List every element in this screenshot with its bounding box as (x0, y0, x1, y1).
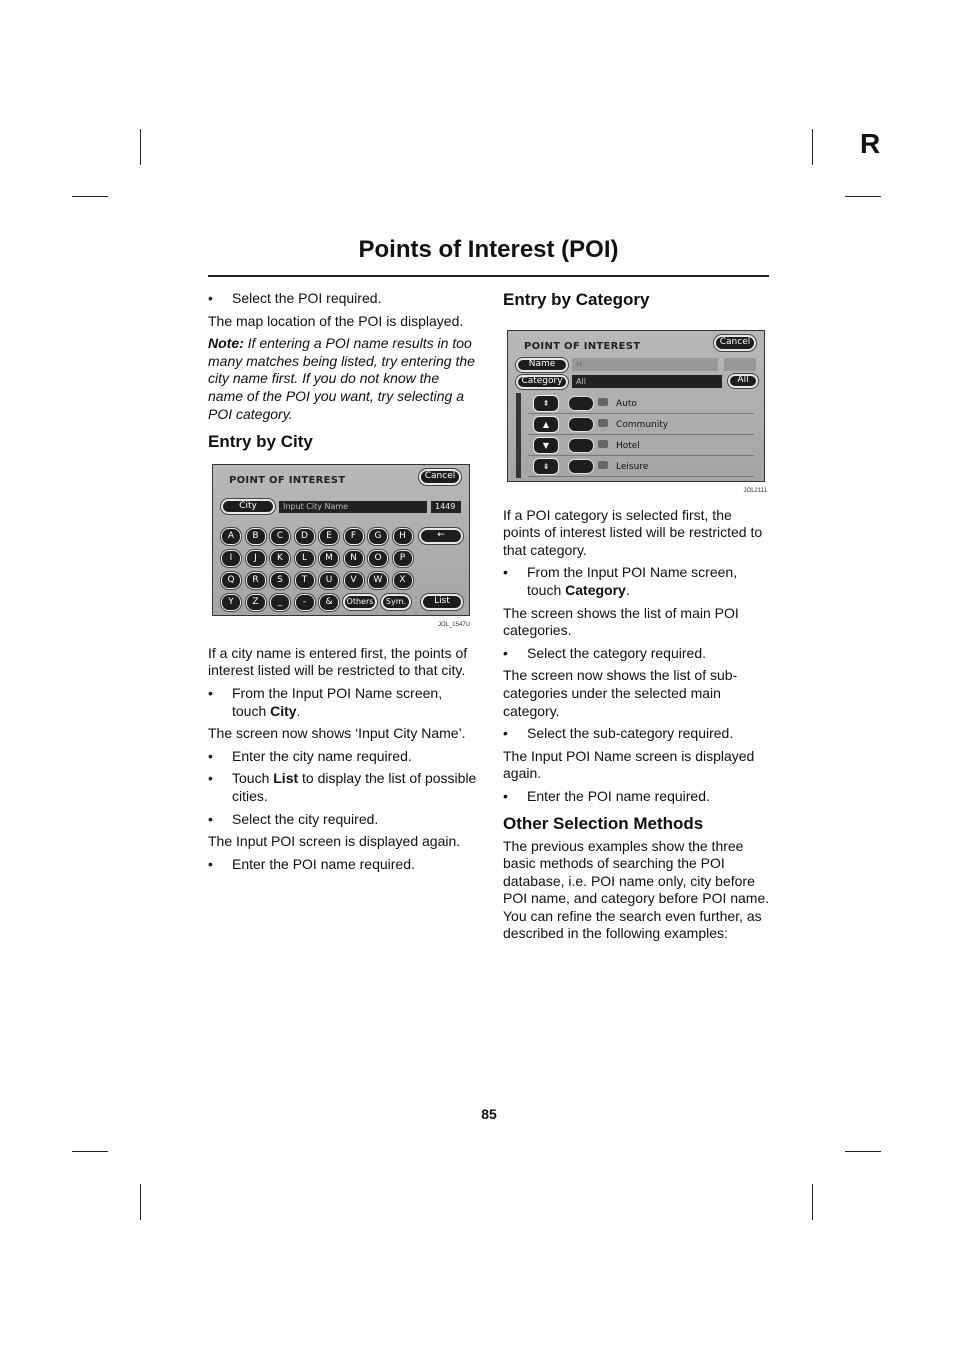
list-button[interactable]: List (421, 594, 463, 610)
bold-text: Category (565, 581, 626, 598)
text: . (625, 581, 630, 598)
category-icon (598, 440, 608, 448)
text: Touch (232, 770, 274, 787)
key-button[interactable]: X (393, 572, 413, 589)
key-button[interactable]: Q (221, 572, 241, 589)
right-column (503, 290, 771, 948)
category-label: Leisure (616, 462, 649, 472)
key-button[interactable]: Y (221, 594, 241, 611)
bold-text: List (273, 770, 299, 787)
paragraph: The screen now shows the list of sub-categories under the selected main category. (503, 667, 738, 719)
scroll-track (516, 393, 521, 478)
key-button[interactable]: A (221, 528, 241, 545)
key-button[interactable]: N (344, 550, 364, 567)
heading-other-selection-methods: Other Selection Methods (503, 813, 704, 833)
section-letter: R (860, 128, 881, 159)
category-icon (598, 419, 608, 427)
key-button[interactable]: M (319, 550, 339, 567)
key-button[interactable]: E (319, 528, 339, 545)
key-button[interactable]: L (295, 550, 315, 567)
name-button[interactable]: Name (516, 358, 568, 372)
key-button[interactable]: C (270, 528, 290, 545)
key-button[interactable]: U (319, 572, 339, 589)
text: From the Input POI Name screen, touch (232, 684, 443, 719)
bullet-item (503, 564, 771, 599)
key-button[interactable]: I (221, 550, 241, 567)
category-select-button[interactable] (568, 396, 594, 411)
category-label: Auto (616, 399, 637, 409)
category-icon (598, 398, 608, 406)
bold-text: City (270, 702, 297, 719)
paragraph: The Input POI screen is displayed again. (208, 833, 461, 850)
heading-entry-by-city: Entry by City (208, 432, 313, 452)
bullet-item (208, 685, 478, 720)
figure-code: JOL_1547U (437, 622, 470, 629)
city-input-field[interactable]: Input City Name (279, 501, 427, 513)
cancel-button[interactable]: Cancel (714, 335, 756, 351)
key-button[interactable]: G (368, 528, 388, 545)
crop-mark (845, 196, 881, 197)
crop-mark (140, 1184, 141, 1220)
key-button[interactable]: & (319, 594, 339, 611)
category-field[interactable]: All (572, 375, 722, 388)
category-screen-figure (507, 330, 767, 501)
key-button[interactable]: - (295, 594, 315, 611)
scroll-button[interactable]: ▼ (533, 437, 559, 454)
screen-header: POINT OF INTEREST (524, 341, 641, 352)
heading-entry-by-category: Entry by Category (503, 290, 650, 309)
key-button[interactable]: T (295, 572, 315, 589)
key-button[interactable]: R (246, 572, 266, 589)
bullet-item: • Select the city required. (208, 811, 478, 829)
paragraph: The map location of the POI is displayed. (208, 312, 464, 329)
bullet-item (208, 770, 478, 805)
text: From the Input POI Name screen, touch (527, 564, 738, 598)
key-button[interactable]: J (246, 550, 266, 567)
category-screen (507, 330, 765, 482)
crop-mark (845, 1151, 881, 1152)
category-row[interactable] (528, 456, 754, 477)
paragraph: The previous examples show the three basic methods of searching the POI database, i.e. POI name only, city before POI name, and category before POI name. You can refine the search even further, as described in the following examples: (503, 837, 770, 942)
text: . (296, 702, 301, 719)
key-button[interactable]: O (368, 550, 388, 567)
cancel-button[interactable]: Cancel (419, 469, 461, 485)
bullet-item: • Select the POI required. (208, 290, 478, 308)
key-button[interactable]: V (344, 572, 364, 589)
bullet-item: • Enter the city name required. (208, 748, 478, 766)
page-title: Points of Interest (POI) (358, 236, 619, 263)
key-button[interactable]: W (368, 572, 388, 589)
key-button[interactable]: H (393, 528, 413, 545)
crop-mark (812, 1184, 813, 1220)
scroll-button[interactable]: ⇟ (533, 458, 559, 475)
category-select-button[interactable] (568, 417, 594, 432)
screen-header: POINT OF INTEREST (229, 475, 346, 487)
name-extra-field (724, 358, 756, 371)
key-button[interactable]: F (344, 528, 364, 545)
category-row[interactable] (528, 435, 754, 456)
city-screen-figure (212, 464, 470, 635)
paragraph: If a POI category is selected first, the points of interest listed will be restricted to that category. (503, 506, 763, 558)
figure-code: JOL2111 (743, 488, 767, 494)
paragraph: The Input POI Name screen is displayed again. (503, 747, 755, 782)
all-button[interactable]: All (728, 374, 758, 388)
left-column (208, 290, 478, 878)
key-button[interactable]: Z (246, 594, 266, 611)
scroll-button[interactable]: ⇞ (533, 395, 559, 412)
sym-button[interactable]: Sym. (381, 594, 411, 610)
key-button[interactable]: P (393, 550, 413, 567)
category-label: Hotel (616, 441, 640, 451)
category-select-button[interactable] (568, 459, 594, 474)
key-button[interactable]: K (270, 550, 290, 567)
key-button[interactable]: D (295, 528, 315, 545)
crop-mark (140, 129, 141, 165)
city-button[interactable]: City (221, 499, 275, 514)
crop-mark (812, 129, 813, 165)
paragraph: If a city name is entered first, the points of interest listed will be restricted to that city. (208, 644, 468, 679)
key-button[interactable]: S (270, 572, 290, 589)
note-label: Note: (208, 335, 244, 352)
key-button[interactable]: B (246, 528, 266, 545)
category-icon (598, 461, 608, 469)
key-button[interactable]: _ (270, 594, 290, 611)
category-label: Community (616, 420, 669, 430)
name-field[interactable]: H (572, 358, 718, 371)
bullet-item: • Select the category required. (503, 645, 771, 663)
city-screen (212, 464, 470, 616)
paragraph: The screen shows the list of main POI categories. (503, 604, 739, 639)
note-text: If entering a POI name results in too many matches being listed, try entering the city name first. If you do not know the name of the POI you want, try selecting a POI category. (208, 335, 475, 422)
crop-mark (72, 196, 108, 197)
category-select-button[interactable] (568, 438, 594, 453)
crop-mark (72, 1151, 108, 1152)
title-rule (208, 275, 769, 277)
count-field: 1449 (431, 501, 461, 513)
scroll-button[interactable]: ▲ (533, 416, 559, 433)
category-row[interactable] (528, 393, 754, 414)
paragraph: The screen now shows ‘Input City Name’. (208, 725, 466, 742)
text: to display the list of possible cities. (232, 770, 477, 804)
category-row[interactable] (528, 414, 754, 435)
bullet-item: • Select the sub-category required. (503, 725, 771, 743)
backspace-button[interactable]: ← (419, 528, 463, 544)
note-paragraph (208, 335, 478, 423)
category-button[interactable]: Category (516, 375, 568, 389)
bullet-item: • Enter the POI name required. (503, 788, 771, 806)
others-button[interactable]: Others (343, 594, 377, 610)
page-number: 85 (481, 1106, 497, 1122)
bullet-item: • Enter the POI name required. (208, 856, 478, 874)
